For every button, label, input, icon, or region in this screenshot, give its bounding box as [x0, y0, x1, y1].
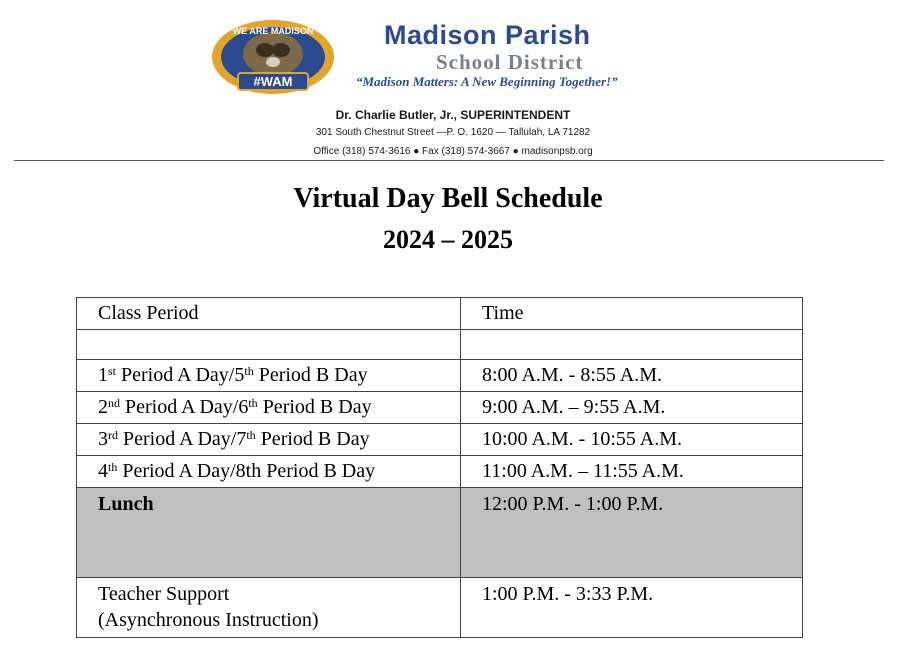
period-label: 2nd Period A Day/6th Period B Day [77, 392, 461, 424]
school-year: 2024 – 2025 [383, 225, 513, 254]
bell-schedule-table [76, 297, 803, 638]
lunch-time: 12:00 P.M. - 1:00 P.M. [461, 488, 803, 578]
table-row [77, 456, 803, 488]
table-blank-row [77, 330, 803, 360]
header-time: Time [461, 298, 803, 330]
superintendent-line: Dr. Charlie Butler, Jr., SUPERINTENDENT [335, 108, 571, 122]
teacher-support-label: Teacher Support (Asynchronous Instruction) [77, 578, 461, 638]
document-title: Virtual Day Bell Schedule [293, 183, 603, 214]
teacher-support-row [77, 578, 803, 638]
district-name: Madison Parish [384, 20, 591, 50]
table-header-row [77, 298, 803, 330]
header-class-period: Class Period [77, 298, 461, 330]
table-row [77, 392, 803, 424]
period-label: 4th Period A Day/8th Period B Day [77, 456, 461, 488]
lunch-label: Lunch [77, 488, 461, 578]
logo-top-text: WE ARE MADISON [232, 26, 314, 36]
district-subtitle: School District [436, 50, 584, 74]
header-divider [14, 160, 884, 161]
contact-line: Office (318) 574-3616 ● Fax (318) 574-3667 ● madisonpsb.org [313, 146, 593, 157]
period-time: 9:00 A.M. – 9:55 A.M. [461, 392, 803, 424]
table-row [77, 424, 803, 456]
district-logo [210, 18, 337, 96]
period-label: 1st Period A Day/5th Period B Day [77, 360, 461, 392]
address-line: 301 South Chestnut Street —P. O. 1620 — Tallulah, LA 71282 [315, 127, 591, 138]
period-time: 8:00 A.M. - 8:55 A.M. [461, 360, 803, 392]
lunch-row [77, 488, 803, 578]
period-time: 11:00 A.M. – 11:55 A.M. [461, 456, 803, 488]
teacher-support-time: 1:00 P.M. - 3:33 P.M. [461, 578, 803, 638]
logo-badge-text: #WAM [253, 74, 293, 89]
district-motto: “Madison Matters: A New Beginning Together!” [356, 74, 618, 89]
table-row [77, 360, 803, 392]
period-label: 3rd Period A Day/7th Period B Day [77, 424, 461, 456]
period-time: 10:00 A.M. - 10:55 A.M. [461, 424, 803, 456]
